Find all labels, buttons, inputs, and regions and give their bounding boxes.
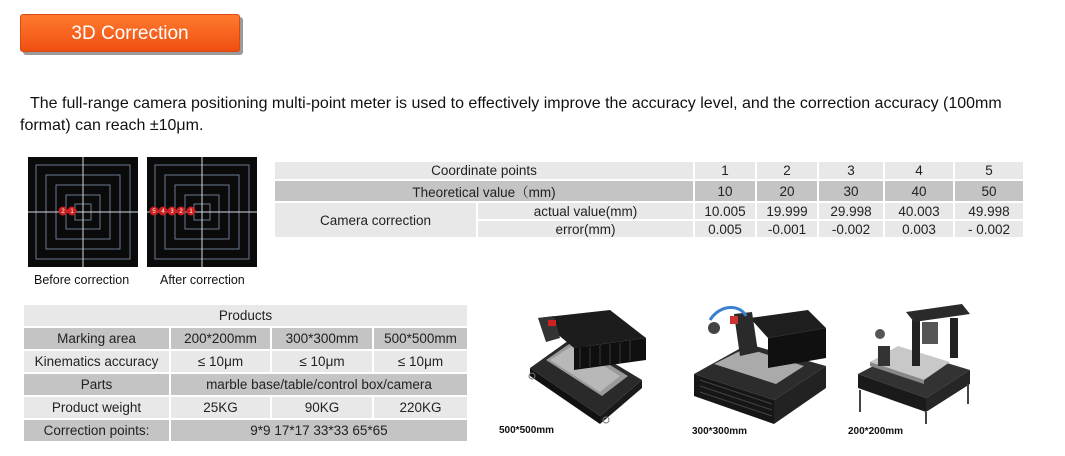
coordinate-points-label: Coordinate points <box>274 161 694 180</box>
actual-value: 29.998 <box>818 202 884 220</box>
after-marker-4: 4 <box>161 209 165 216</box>
camera-after-image <box>147 157 257 267</box>
actual-value: 40.003 <box>884 202 954 220</box>
caption-500: 500*500mm <box>499 425 555 436</box>
theoretical-value: 50 <box>954 180 1024 202</box>
kinematics-value: ≤ 10μm <box>170 350 271 373</box>
theoretical-value-label: Theoretical value（mm) <box>274 180 694 202</box>
products-header-row <box>23 304 468 327</box>
kinematics-value: ≤ 10μm <box>373 350 468 373</box>
camera-correction-label: Camera correction <box>274 202 477 238</box>
marking-area-label: Marking area <box>23 327 170 350</box>
correction-points-row <box>23 419 468 442</box>
theoretical-value: 40 <box>884 180 954 202</box>
marking-area-value: 200*200mm <box>170 327 271 350</box>
intro-paragraph: The full-range camera positioning multi-point meter is used to effectively improve the accuracy level, and the correction accuracy (100mm format) can reach ±10μm. <box>20 95 1002 134</box>
marking-area-row <box>23 327 468 350</box>
actual-row <box>274 202 1024 220</box>
camera-before-image <box>28 157 138 267</box>
before-marker-2: 2 <box>61 209 65 216</box>
weight-value: 25KG <box>170 396 271 419</box>
machine-500-image <box>520 298 652 433</box>
kinematics-value: ≤ 10μm <box>271 350 373 373</box>
section-badge <box>20 14 240 52</box>
before-marker-1: 1 <box>70 209 74 216</box>
theoretical-row <box>274 180 1024 202</box>
coordinate-point: 2 <box>756 161 818 180</box>
correction-points-label: Correction points: <box>23 419 170 442</box>
coordinate-point: 1 <box>694 161 756 180</box>
before-caption: Before correction <box>34 273 130 287</box>
after-marker-5: 5 <box>152 209 156 216</box>
section-title: 3D Correction <box>20 14 240 52</box>
coordinate-point: 5 <box>954 161 1024 180</box>
caption-200: 200*200mm <box>848 426 904 437</box>
weight-row <box>23 396 468 419</box>
actual-value: 49.998 <box>954 202 1024 220</box>
after-marker-3: 3 <box>170 209 174 216</box>
kinematics-label: Kinematics accuracy <box>23 350 170 373</box>
theoretical-value: 30 <box>818 180 884 202</box>
theoretical-value: 20 <box>756 180 818 202</box>
theoretical-value: 10 <box>694 180 756 202</box>
parts-row <box>23 373 468 396</box>
after-caption: After correction <box>160 273 245 287</box>
products-table <box>22 303 469 443</box>
weight-value: 220KG <box>373 396 468 419</box>
machine-200-image <box>850 300 980 433</box>
error-value: -0.002 <box>818 220 884 238</box>
marking-area-value: 500*500mm <box>373 327 468 350</box>
kinematics-row <box>23 350 468 373</box>
correction-points-value: 9*9 17*17 33*33 65*65 <box>170 419 468 442</box>
coordinate-point: 4 <box>884 161 954 180</box>
parts-value: marble base/table/control box/camera <box>170 373 468 396</box>
weight-label: Product weight <box>23 396 170 419</box>
error-label: error(mm) <box>477 220 694 238</box>
error-value: 0.005 <box>694 220 756 238</box>
actual-value-label: actual value(mm) <box>477 202 694 220</box>
error-value: -0.001 <box>756 220 818 238</box>
marking-area-value: 300*300mm <box>271 327 373 350</box>
coordinate-row <box>274 161 1024 180</box>
actual-value: 10.005 <box>694 202 756 220</box>
caption-300: 300*300mm <box>692 426 748 437</box>
after-marker-1: 1 <box>189 209 193 216</box>
error-value: - 0.002 <box>954 220 1024 238</box>
parts-label: Parts <box>23 373 170 396</box>
coordinate-point: 3 <box>818 161 884 180</box>
after-marker-2: 2 <box>179 209 183 216</box>
error-value: 0.003 <box>884 220 954 238</box>
weight-value: 90KG <box>271 396 373 419</box>
products-title: Products <box>23 304 468 327</box>
machine-300-image <box>690 300 830 433</box>
actual-value: 19.999 <box>756 202 818 220</box>
correction-table <box>273 160 1025 239</box>
